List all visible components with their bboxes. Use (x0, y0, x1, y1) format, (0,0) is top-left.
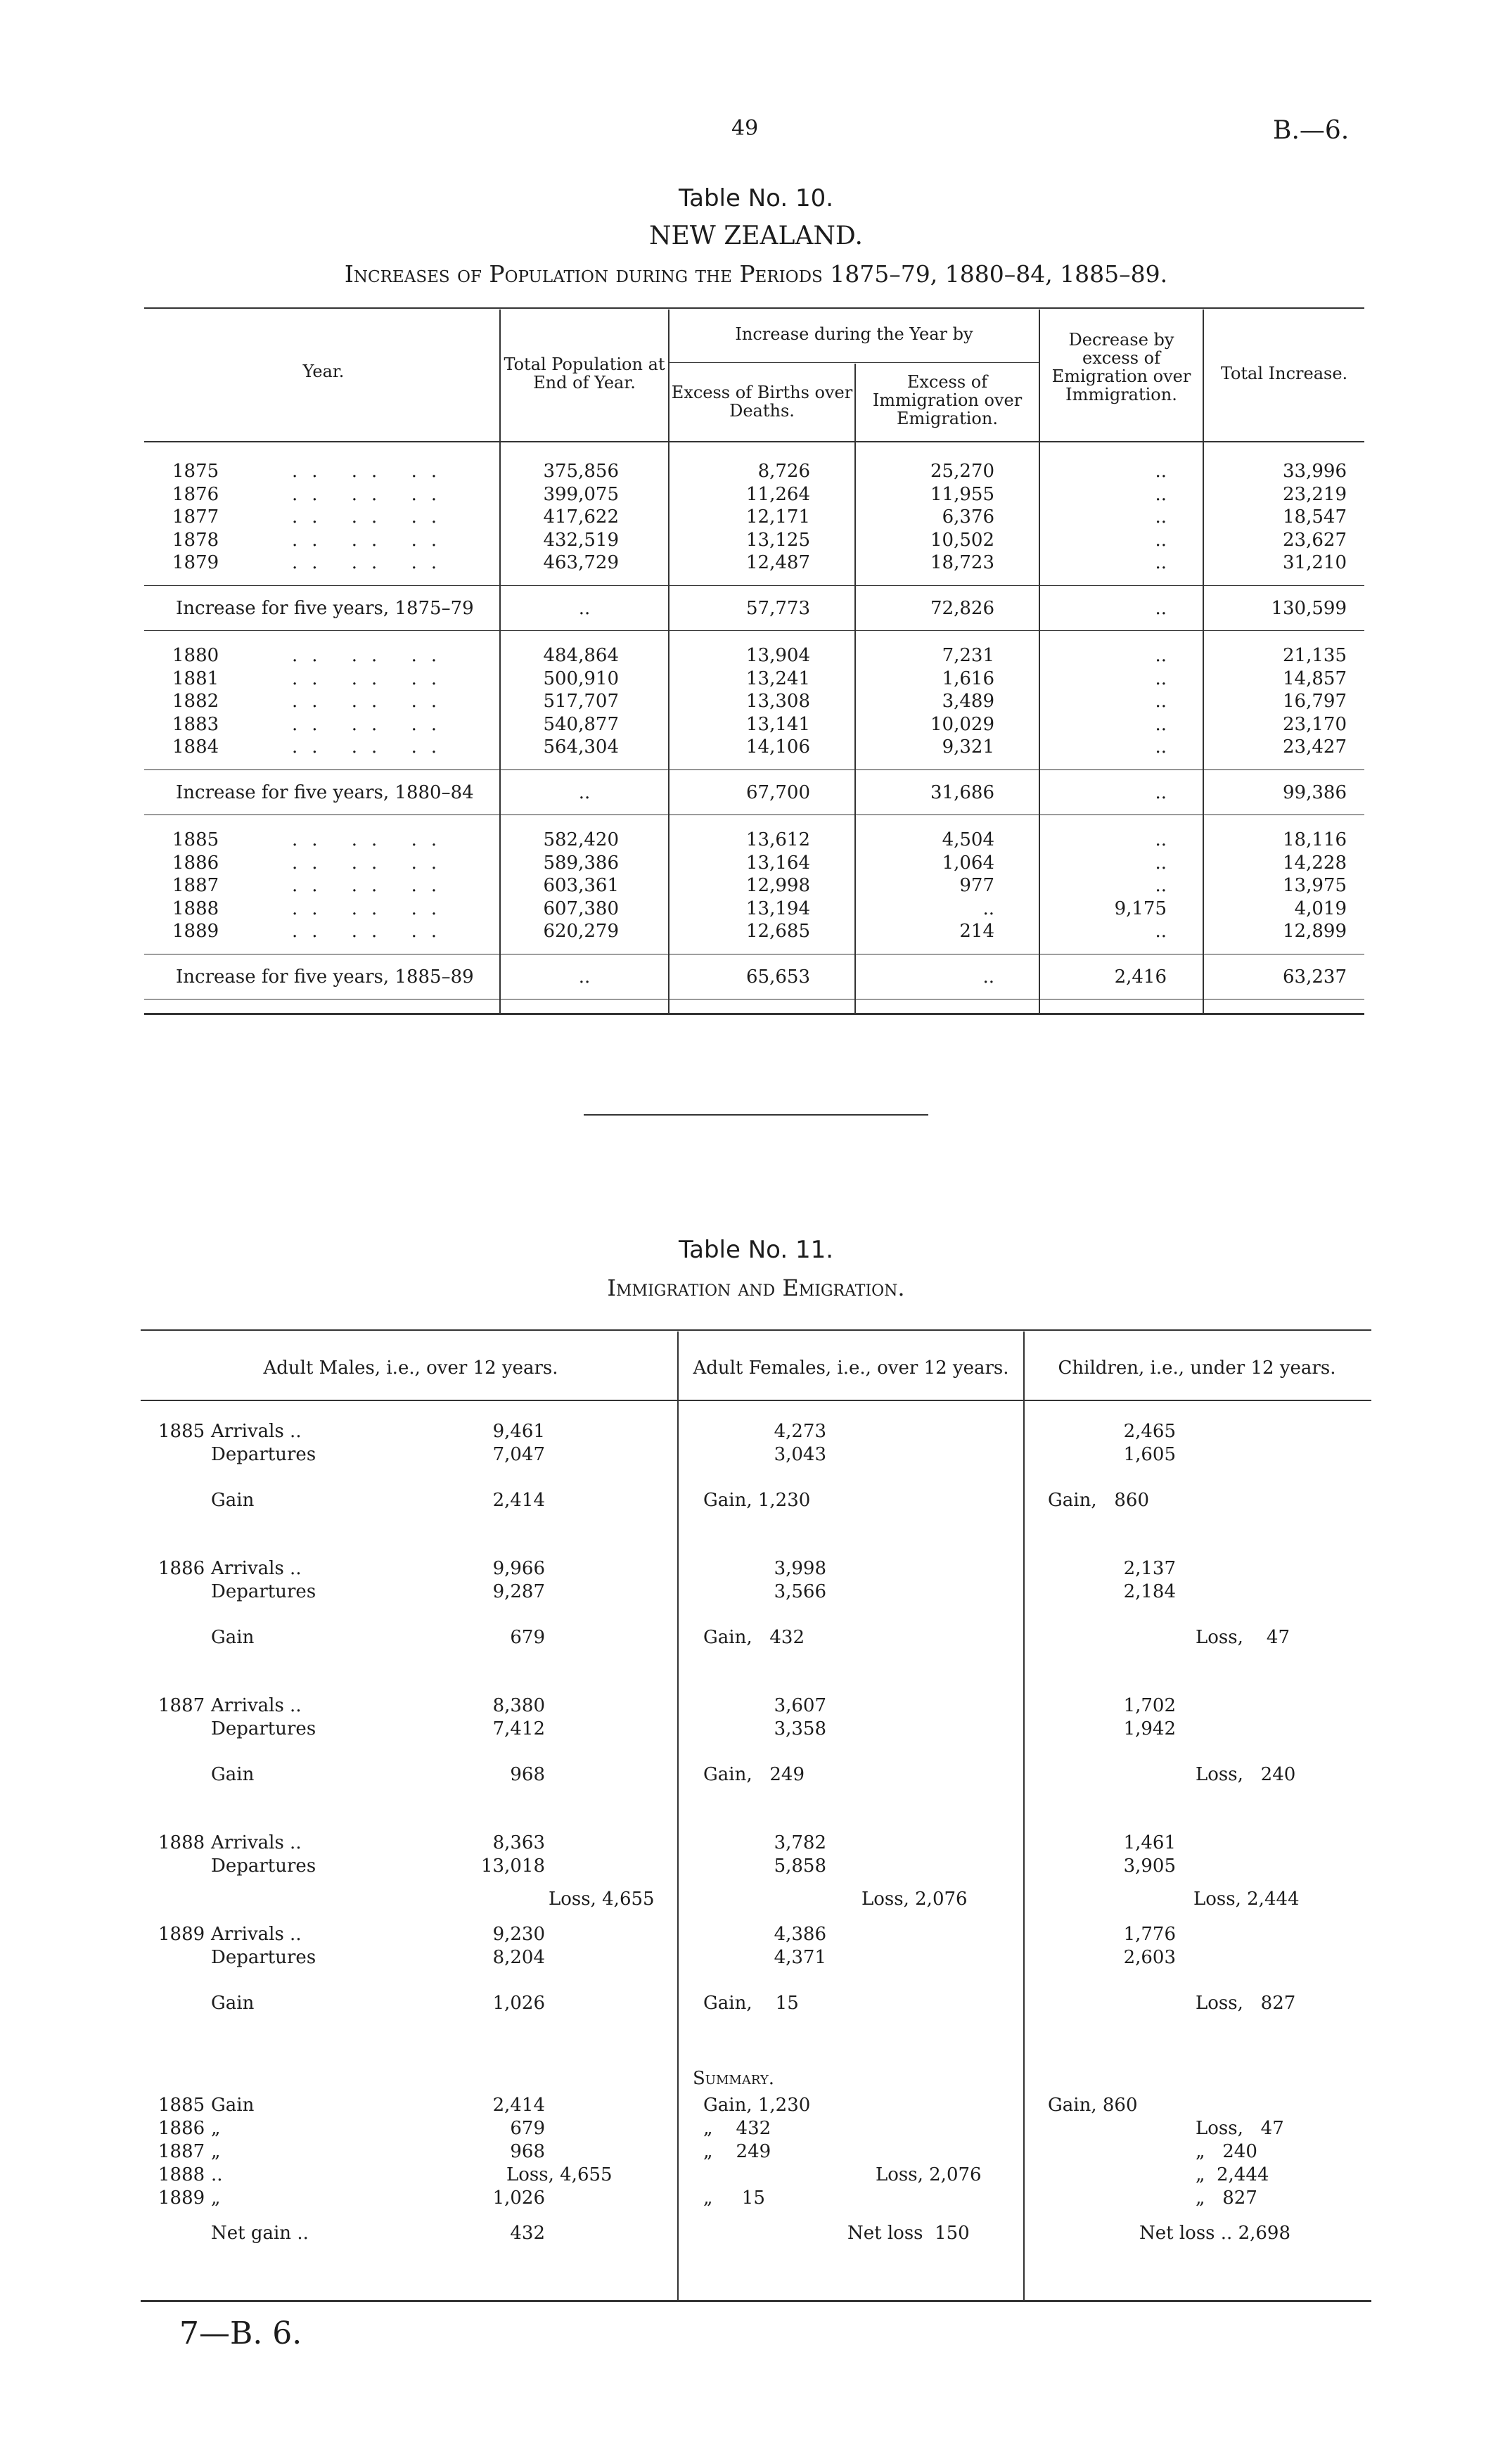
summary-births-cell: 57,773 (746, 597, 810, 619)
females-arrivals: 3,998 (774, 1558, 826, 1579)
births-cell: 12,685 (746, 921, 810, 942)
females-result: Gain, 15 (703, 1993, 799, 2014)
leader-dots: .. .. .. (292, 875, 451, 896)
immigration-cell: 10,029 (930, 713, 994, 735)
total-population-cell: 607,380 (543, 898, 619, 919)
summary-population-cell: .. (578, 966, 591, 988)
births-cell: 12,171 (746, 506, 810, 528)
summary-females: „ 432 (703, 2118, 771, 2139)
total-increase-cell: 14,228 (1283, 852, 1347, 874)
total-population-cell: 375,856 (543, 461, 619, 482)
immigration-cell: 3,489 (942, 691, 994, 712)
males-departures: 9,287 (492, 1581, 545, 1602)
immigration-cell: 9,321 (942, 736, 994, 758)
children-arrivals: 2,137 (1123, 1558, 1176, 1579)
summary-immigration-cell: 31,686 (930, 781, 994, 803)
summary-year: 1886 (158, 2118, 205, 2139)
row-year: 1882 (172, 691, 219, 712)
children-result: Loss, 827 (1196, 1993, 1296, 2014)
total-increase-cell: 31,210 (1283, 552, 1347, 573)
births-cell: 12,487 (746, 552, 810, 573)
block-year: 1886 (158, 1558, 205, 1579)
total-increase-cell: 12,899 (1283, 921, 1347, 942)
children-departures: 1,942 (1123, 1718, 1176, 1739)
col-header-births: Excess of Births over Deaths. (671, 383, 853, 421)
summary-population-cell: .. (578, 781, 591, 803)
summary-decrease-cell: .. (1155, 781, 1167, 803)
row-year: 1876 (172, 483, 219, 505)
summary-decrease-cell: 2,416 (1114, 966, 1167, 988)
summary-children: Gain, 860 (1048, 2095, 1138, 2116)
immigration-cell: 10,502 (930, 529, 994, 551)
births-cell: 13,125 (746, 529, 810, 551)
births-cell: 13,194 (746, 898, 810, 919)
summary-decrease-cell: .. (1155, 597, 1167, 619)
table11-bottom-rule (141, 2300, 1371, 2302)
summary-label: Increase for five years, 1880–84 (176, 781, 474, 803)
table11-header-rule (141, 1400, 1371, 1401)
females-result: Gain, 432 (703, 1627, 805, 1648)
summary-rule (144, 585, 1364, 586)
arrivals-label: Arrivals .. (211, 1558, 302, 1579)
children-departures: 2,603 (1123, 1947, 1176, 1968)
males-departures: 7,047 (492, 1444, 545, 1465)
result-label: Gain (211, 1490, 255, 1511)
children-result: Loss, 2,444 (1193, 1889, 1300, 1910)
males-departures: 8,204 (492, 1947, 545, 1968)
leader-dots: .. .. .. (292, 898, 451, 919)
immigration-cell: 1,064 (942, 852, 994, 874)
net-loss-females: Net loss 150 (847, 2223, 970, 2244)
births-cell: 14,106 (746, 736, 810, 758)
summary-children: „ 240 (1196, 2141, 1257, 2162)
females-result: Gain, 249 (703, 1764, 805, 1785)
females-result: Loss, 2,076 (861, 1889, 968, 1910)
block-year: 1889 (158, 1924, 205, 1945)
summary-rule (144, 630, 1364, 631)
males-result: Loss, 4,655 (549, 1889, 655, 1910)
males-arrivals: 8,380 (492, 1695, 545, 1716)
summary-rule (144, 769, 1364, 770)
females-departures: 3,043 (774, 1444, 826, 1465)
summary-year: 1889 (158, 2187, 205, 2209)
net-loss-children: Net loss .. 2,698 (1139, 2223, 1290, 2244)
arrivals-label: Arrivals .. (211, 1924, 302, 1945)
row-year: 1875 (172, 461, 219, 482)
summary-females: „ 249 (703, 2141, 771, 2162)
total-increase-cell: 4,019 (1294, 898, 1347, 919)
children-departures: 1,605 (1123, 1444, 1176, 1465)
summary-females: „ 15 (703, 2187, 765, 2209)
total-population-cell: 540,877 (543, 713, 619, 735)
females-departures: 4,371 (774, 1947, 826, 1968)
females-arrivals: 4,386 (774, 1924, 826, 1945)
col-header-total-increase: Total Increase. (1220, 364, 1348, 383)
summary-children: Loss, 47 (1196, 2118, 1284, 2139)
table11-top-rule (141, 1329, 1371, 1331)
block-year: 1887 (158, 1695, 205, 1716)
decrease-cell: .. (1155, 829, 1167, 850)
table10-title: NEW ZEALAND. (649, 222, 863, 250)
immigration-cell: 214 (959, 921, 994, 942)
departures-label: Departures (211, 1856, 316, 1877)
col-header-immigration: Excess of Immigration over Emigration. (872, 372, 1023, 428)
result-label: Gain (211, 1993, 255, 2014)
total-population-cell: 399,075 (543, 483, 619, 505)
children-result: Loss, 47 (1196, 1627, 1290, 1648)
total-increase-cell: 16,797 (1283, 691, 1347, 712)
summary-males: 679 (510, 2118, 545, 2139)
block-year: 1888 (158, 1832, 205, 1853)
summary-year: 1885 (158, 2095, 205, 2116)
males-result: 968 (510, 1764, 545, 1785)
decrease-cell: .. (1155, 645, 1167, 666)
total-increase-cell: 18,547 (1283, 506, 1347, 528)
col-header-decrease: Decrease by excess of Emigration over Immigration. (1051, 330, 1191, 404)
result-label: Gain (211, 1764, 255, 1785)
arrivals-label: Arrivals .. (211, 1695, 302, 1716)
total-increase-cell: 13,975 (1283, 875, 1347, 896)
summary-row-label: Gain (211, 2095, 255, 2116)
arrivals-label: Arrivals .. (211, 1421, 302, 1442)
leader-dots: .. .. .. (292, 852, 451, 874)
total-increase-cell: 33,996 (1283, 461, 1347, 482)
total-increase-cell: 23,627 (1283, 529, 1347, 551)
section-separator (584, 1114, 928, 1116)
births-cell: 12,998 (746, 875, 810, 896)
children-arrivals: 2,465 (1123, 1421, 1176, 1442)
total-population-cell: 517,707 (543, 691, 619, 712)
total-population-cell: 603,361 (543, 875, 619, 896)
leader-dots: .. .. .. (292, 829, 451, 850)
row-year: 1887 (172, 875, 219, 896)
row-year: 1889 (172, 921, 219, 942)
row-year: 1881 (172, 668, 219, 689)
males-arrivals: 9,461 (492, 1421, 545, 1442)
summary-label: Increase for five years, 1875–79 (176, 597, 474, 619)
children-result: Gain, 860 (1048, 1490, 1150, 1511)
leader-dots: .. .. .. (292, 552, 451, 573)
summary-total-cell: 63,237 (1283, 966, 1347, 988)
immigration-cell: 7,231 (942, 645, 994, 666)
children-arrivals: 1,702 (1123, 1695, 1176, 1716)
leader-dots: .. .. .. (292, 921, 451, 942)
males-result: 679 (510, 1627, 545, 1648)
footer-signature: 7—B. 6. (179, 2316, 302, 2351)
males-arrivals: 9,230 (492, 1924, 545, 1945)
paper-reference: B.—6. (1273, 116, 1350, 145)
total-increase-cell: 23,219 (1283, 483, 1347, 505)
total-population-cell: 582,420 (543, 829, 619, 850)
decrease-cell: .. (1155, 921, 1167, 942)
summary-children: „ 827 (1196, 2187, 1257, 2209)
col-header-year: Year. (302, 362, 345, 381)
males-arrivals: 9,966 (492, 1558, 545, 1579)
block-year: 1885 (158, 1421, 205, 1442)
total-increase-cell: 21,135 (1283, 645, 1347, 666)
table10-label: Table No. 10. (678, 184, 834, 212)
summary-children: „ 2,444 (1196, 2164, 1269, 2185)
row-year: 1885 (172, 829, 219, 850)
summary-population-cell: .. (578, 597, 591, 619)
births-cell: 11,264 (746, 483, 810, 505)
leader-dots: .. .. .. (292, 713, 451, 735)
row-year: 1879 (172, 552, 219, 573)
table10-group-rule (669, 362, 1039, 363)
total-population-cell: 500,910 (543, 668, 619, 689)
summary-females: Loss, 2,076 (876, 2164, 982, 2185)
summary-births-cell: 65,653 (746, 966, 810, 988)
immigration-cell: .. (982, 898, 994, 919)
table11-col-divider (1023, 1331, 1025, 2300)
births-cell: 13,904 (746, 645, 810, 666)
summary-title: Summary. (693, 2068, 774, 2089)
summary-row-label: „ (211, 2141, 221, 2162)
summary-total-cell: 99,386 (1283, 781, 1347, 803)
children-result: Loss, 240 (1196, 1764, 1296, 1785)
net-gain-label: Net gain .. (211, 2223, 309, 2244)
decrease-cell: .. (1155, 713, 1167, 735)
total-population-cell: 564,304 (543, 736, 619, 758)
summary-males: 1,026 (492, 2187, 545, 2209)
summary-total-cell: 130,599 (1271, 597, 1347, 619)
row-year: 1880 (172, 645, 219, 666)
summary-year: 1888 (158, 2164, 205, 2185)
table11-col-divider (677, 1331, 679, 2300)
departures-label: Departures (211, 1947, 316, 1968)
decrease-cell: .. (1155, 461, 1167, 482)
row-year: 1884 (172, 736, 219, 758)
row-year: 1886 (172, 852, 219, 874)
children-arrivals: 1,461 (1123, 1832, 1176, 1853)
births-cell: 13,164 (746, 852, 810, 874)
summary-label: Increase for five years, 1885–89 (176, 966, 474, 988)
summary-immigration-cell: 72,826 (930, 597, 994, 619)
males-result: 2,414 (492, 1490, 545, 1511)
total-increase-cell: 23,427 (1283, 736, 1347, 758)
immigration-cell: 977 (959, 875, 994, 896)
total-population-cell: 620,279 (543, 921, 619, 942)
decrease-cell: .. (1155, 506, 1167, 528)
decrease-cell: .. (1155, 875, 1167, 896)
females-arrivals: 3,607 (774, 1695, 826, 1716)
decrease-cell: .. (1155, 483, 1167, 505)
table11-label: Table No. 11. (678, 1236, 834, 1264)
total-population-cell: 432,519 (543, 529, 619, 551)
births-cell: 13,612 (746, 829, 810, 850)
col-header-adult-males: Adult Males, i.e., over 12 years. (263, 1358, 558, 1379)
summary-males: 968 (510, 2141, 545, 2162)
leader-dots: .. .. .. (292, 483, 451, 505)
leader-dots: .. .. .. (292, 668, 451, 689)
total-population-cell: 589,386 (543, 852, 619, 874)
table11-title: Immigration and Emigration. (607, 1275, 905, 1301)
children-arrivals: 1,776 (1123, 1924, 1176, 1945)
summary-row-label: .. (211, 2164, 223, 2185)
table10-bottom-rule (144, 1013, 1364, 1015)
females-result: Gain, 1,230 (703, 1490, 811, 1511)
males-departures: 13,018 (481, 1856, 545, 1877)
leader-dots: .. .. .. (292, 645, 451, 666)
decrease-cell: 9,175 (1114, 898, 1167, 919)
children-departures: 3,905 (1123, 1856, 1176, 1877)
leader-dots: .. .. .. (292, 736, 451, 758)
summary-year: 1887 (158, 2141, 205, 2162)
births-cell: 13,141 (746, 713, 810, 735)
total-increase-cell: 18,116 (1283, 829, 1347, 850)
summary-males: 2,414 (492, 2095, 545, 2116)
immigration-cell: 4,504 (942, 829, 994, 850)
summary-births-cell: 67,700 (746, 781, 810, 803)
males-arrivals: 8,363 (492, 1832, 545, 1853)
leader-dots: .. .. .. (292, 529, 451, 551)
females-arrivals: 3,782 (774, 1832, 826, 1853)
total-population-cell: 463,729 (543, 552, 619, 573)
decrease-cell: .. (1155, 852, 1167, 874)
immigration-cell: 6,376 (942, 506, 994, 528)
females-departures: 3,566 (774, 1581, 826, 1602)
departures-label: Departures (211, 1581, 316, 1602)
males-result: 1,026 (492, 1993, 545, 2014)
children-departures: 2,184 (1123, 1581, 1176, 1602)
departures-label: Departures (211, 1444, 316, 1465)
summary-females: Gain, 1,230 (703, 2095, 811, 2116)
births-cell: 13,241 (746, 668, 810, 689)
row-year: 1888 (172, 898, 219, 919)
immigration-cell: 18,723 (930, 552, 994, 573)
page-number: 49 (731, 116, 759, 141)
leader-dots: .. .. .. (292, 506, 451, 528)
summary-row-label: „ (211, 2118, 221, 2139)
net-gain-males: 432 (510, 2223, 545, 2244)
males-departures: 7,412 (492, 1718, 545, 1739)
table10-subtitle: Increases of Population during the Periods 1875–79, 1880–84, 1885–89. (344, 260, 1168, 288)
col-header-adult-females: Adult Females, i.e., over 12 years. (693, 1358, 1009, 1379)
summary-immigration-cell: .. (982, 966, 994, 988)
females-arrivals: 4,273 (774, 1421, 826, 1442)
females-departures: 5,858 (774, 1856, 826, 1877)
col-header-children: Children, i.e., under 12 years. (1058, 1358, 1336, 1379)
summary-row-label: „ (211, 2187, 221, 2209)
total-population-cell: 417,622 (543, 506, 619, 528)
females-departures: 3,358 (774, 1718, 826, 1739)
row-year: 1877 (172, 506, 219, 528)
row-year: 1878 (172, 529, 219, 551)
decrease-cell: .. (1155, 736, 1167, 758)
decrease-cell: .. (1155, 552, 1167, 573)
col-header-increase-group: Increase during the Year by (735, 324, 973, 344)
total-increase-cell: 14,857 (1283, 668, 1347, 689)
summary-males: Loss, 4,655 (506, 2164, 613, 2185)
leader-dots: .. .. .. (292, 691, 451, 712)
table10-top-rule (144, 307, 1364, 309)
table10-header-rule (144, 441, 1364, 442)
col-header-total-population: Total Population at End of Year. (504, 355, 665, 392)
arrivals-label: Arrivals .. (211, 1832, 302, 1853)
births-cell: 13,308 (746, 691, 810, 712)
result-label: Gain (211, 1627, 255, 1648)
departures-label: Departures (211, 1718, 316, 1739)
total-increase-cell: 23,170 (1283, 713, 1347, 735)
decrease-cell: .. (1155, 668, 1167, 689)
row-year: 1883 (172, 713, 219, 735)
immigration-cell: 11,955 (930, 483, 994, 505)
decrease-cell: .. (1155, 691, 1167, 712)
births-cell: 8,726 (757, 461, 810, 482)
leader-dots: .. .. .. (292, 461, 451, 482)
immigration-cell: 25,270 (930, 461, 994, 482)
decrease-cell: .. (1155, 529, 1167, 551)
total-population-cell: 484,864 (543, 645, 619, 666)
immigration-cell: 1,616 (942, 668, 994, 689)
